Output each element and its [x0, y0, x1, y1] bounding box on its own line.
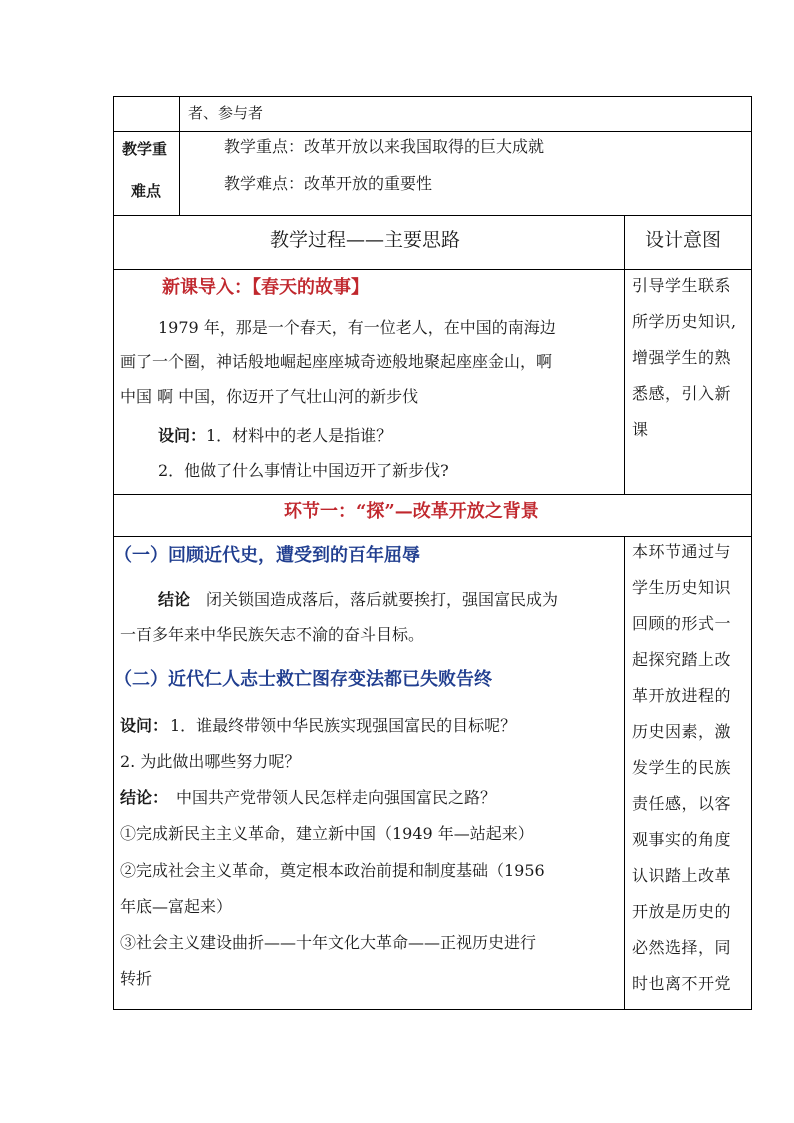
achievement-item-3: ③社会主义建设曲折——十年文化大革命——正视历史进行: [120, 933, 537, 952]
intent-column-divider: [624, 215, 625, 494]
intro-question-1: 1．材料中的老人是指谁？: [206, 426, 393, 445]
row-divider: [113, 269, 752, 270]
section-1-intent-line: 本环节通过与: [632, 542, 732, 561]
section-1-question-2: 2. 为此做出哪些努力呢？: [120, 752, 301, 771]
difficult-point: 教学难点：改革开放的重要性: [224, 174, 433, 193]
section-1-intent-line: 历史因素，激: [632, 722, 732, 741]
section-1-title: 环节一：“探”—改革开放之背景: [284, 501, 539, 522]
intro-intent-line: 增强学生的熟: [632, 348, 732, 367]
conclusion-2-label: 结论：: [120, 788, 169, 807]
focus-label-line1: 教学重: [122, 140, 168, 158]
row-divider: [113, 131, 752, 132]
intro-intent-line: 所学历史知识,: [632, 312, 737, 331]
intro-intent-line: 引导学生联系: [632, 276, 732, 295]
intent-header: 设计意图: [645, 229, 722, 251]
row-divider: [113, 494, 752, 495]
row-divider: [113, 536, 752, 537]
conclusion-1-line: 闭关锁国造成落后，落后就要挨打，强国富民成为: [206, 590, 559, 609]
section-1-intent-line: 责任感，以客: [632, 794, 732, 813]
section-1-intent-line: 发学生的民族: [632, 758, 732, 777]
intro-intent-line: 悉感，引入新: [632, 384, 732, 403]
section-1-intent-line: 开放是历史的: [632, 902, 732, 921]
section-1-question-label: 设问：: [120, 716, 169, 735]
row-divider: [113, 215, 752, 216]
conclusion-1-line: 一百多年来中华民族矢志不渝的奋斗目标。: [120, 625, 425, 644]
achievement-item-1: ①完成新民主主义革命，建立新中国（1949 年—站起来）: [120, 824, 534, 843]
intro-paragraph-line: 1979 年，那是一个春天，有一位老人，在中国的南海边: [158, 318, 556, 337]
section-1-subheading-2: （二）近代仁人志士救亡图存变法都已失败告终: [114, 669, 492, 690]
conclusion-1-label: 结论: [158, 590, 191, 609]
section-1-intent-line: 认识踏上改革: [632, 866, 732, 885]
achievement-item-2: ②完成社会主义革命，奠定根本政治前提和制度基础（1956: [120, 861, 545, 880]
section-1-intent-line: 学生历史知识: [632, 578, 732, 597]
section-1-intent-line: 回顾的形式一: [632, 614, 732, 633]
intro-paragraph-line: 画了一个圈，神话般地崛起座座城奇迹般地聚起座座金山，啊: [120, 352, 553, 371]
intro-intent-line: 课: [632, 420, 649, 439]
section-1-intent-line: 时也离不开党: [632, 974, 732, 993]
section-1-intent-line: 革开放进程的: [632, 686, 732, 705]
section-1-question-1: 1．谁最终带领中华民族实现强国富民的目标呢？: [170, 716, 517, 735]
conclusion-2-text: 中国共产党带领人民怎样走向强国富民之路？: [176, 788, 497, 807]
process-header: 教学过程——主要思路: [270, 229, 461, 251]
intent-column-divider: [624, 536, 625, 1010]
label-column-divider: [179, 96, 180, 215]
intro-question-2: 2．他做了什么事情让中国迈开了新步伐?: [158, 461, 449, 480]
section-1-subheading-1: （一）回顾近代史，遭受到的百年屈辱: [114, 545, 420, 566]
achievement-item-2-cont: 年底—富起来）: [120, 897, 233, 916]
section-1-intent-line: 起探究踏上改: [632, 650, 732, 669]
focus-label-line2: 难点: [131, 182, 162, 200]
key-point: 教学重点：改革开放以来我国取得的巨大成就: [224, 137, 545, 156]
section-1-intent-line: 必然选择，同: [632, 938, 732, 957]
achievement-item-3-cont: 转折: [120, 969, 153, 988]
intro-question-label: 设问：: [158, 426, 207, 445]
participant-role-text: 者、参与者: [188, 104, 264, 122]
intro-paragraph-line: 中国 啊 中国，你迈开了气壮山河的新步伐: [120, 387, 419, 406]
section-1-intent-line: 观事实的角度: [632, 830, 732, 849]
intro-title: 新课导入：【春天的故事】: [162, 277, 369, 298]
